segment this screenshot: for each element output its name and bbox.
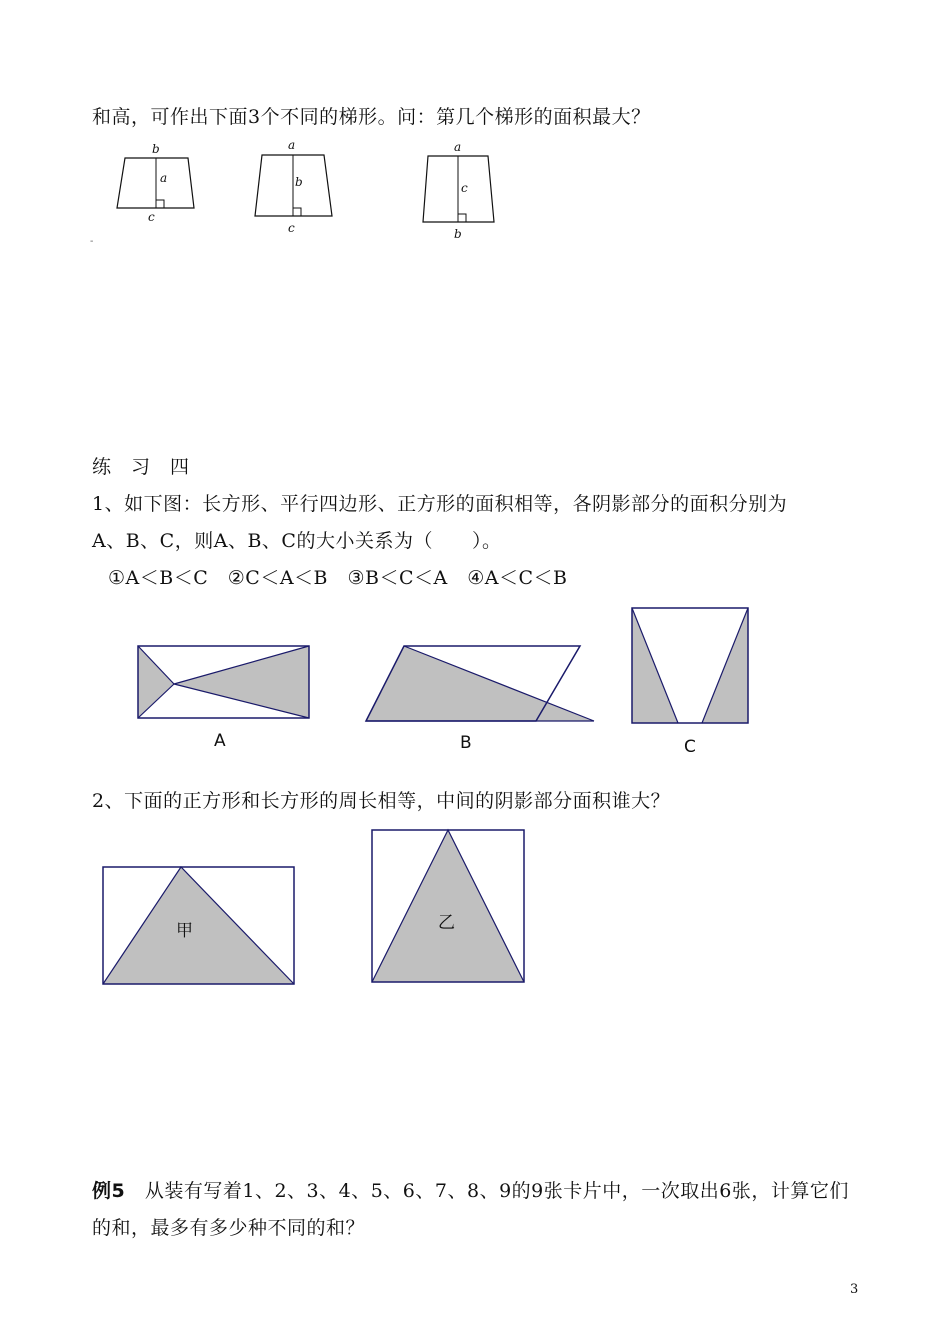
trapezoid-3-bottom-label: b — [454, 227, 462, 241]
trapezoid-figures — [100, 138, 520, 253]
example-5-line-1 — [92, 1176, 849, 1203]
page-number: 3 — [850, 1282, 859, 1297]
trapezoid-1 — [117, 142, 194, 224]
example-5-label: 例5 — [92, 1180, 126, 1202]
trapezoid-3-height-label: c — [461, 181, 468, 195]
trapezoid-1-height-label: a — [160, 171, 168, 185]
example-5-text-1: 从装有写着1、2、3、4、5、6、7、8、9的9张卡片中，一次取出6张，计算它们 — [144, 1180, 849, 1202]
example-5-line-2: 的和，最多有多少种不同的和？ — [92, 1217, 366, 1239]
stray-mark: - — [90, 236, 94, 247]
trapezoid-3-top-label: a — [454, 140, 462, 154]
shaded-figures-abc — [128, 600, 758, 760]
square-triangle-yi — [372, 830, 524, 982]
trapezoid-1-top-label: b — [152, 142, 160, 156]
trapezoid-2 — [255, 138, 332, 235]
question-1-line-1: 1、如下图：长方形、平行四边形、正方形的面积相等，各阴影部分的面积分别为 — [92, 493, 788, 515]
figure-a-rectangle — [138, 646, 309, 751]
rectangle-triangle-jia — [103, 867, 294, 984]
label-jia: 甲 — [176, 921, 193, 941]
question-1-options: ①A＜B＜C ②C＜A＜B ③B＜C＜A ④A＜C＜B — [108, 567, 568, 589]
figure-c-label: C — [684, 737, 696, 757]
figure-a-label: A — [214, 731, 226, 751]
figure-b-label: B — [460, 733, 472, 753]
perimeter-figures — [96, 824, 536, 994]
question-1-line-2: A、B、C，则A、B、C的大小关系为（ ）。 — [92, 530, 502, 552]
question-2-line: 2、下面的正方形和长方形的周长相等，中间的阴影部分面积谁大？ — [92, 790, 671, 812]
exercise-title: 练 习 四 — [92, 456, 190, 478]
intro-line: 和高，可作出下面3个不同的梯形。问：第几个梯形的面积最大？ — [92, 106, 651, 128]
figure-c-square — [632, 608, 748, 757]
trapezoid-2-bottom-label: c — [288, 221, 295, 235]
label-yi: 乙 — [438, 913, 455, 933]
trapezoid-3 — [423, 140, 494, 241]
figure-b-parallelogram — [366, 646, 594, 753]
trapezoid-2-height-label: b — [295, 175, 303, 189]
trapezoid-1-bottom-label: c — [148, 210, 155, 224]
trapezoid-2-top-label: a — [288, 138, 296, 152]
